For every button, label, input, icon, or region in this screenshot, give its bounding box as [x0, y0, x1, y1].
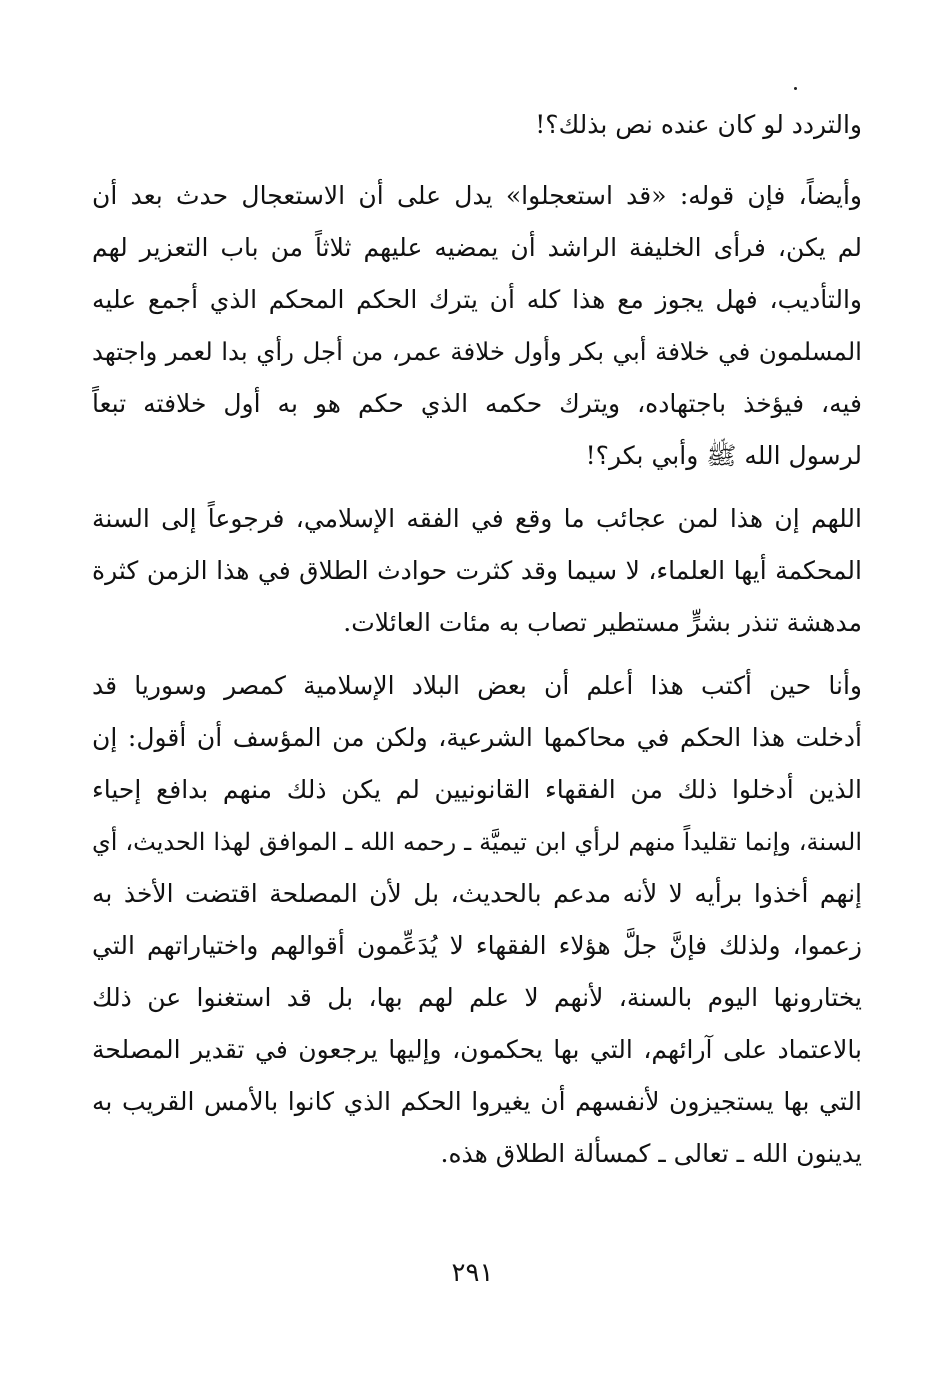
text-line: وأنا حين أكتب هذا أعلم أن بعض البلاد الإسلامية كمصر وسوريا قد: [92, 671, 862, 700]
text-line: لرسول الله ﷺ وأبي بكر؟!: [585, 441, 862, 470]
page-number: ٢٩١: [451, 1258, 494, 1288]
text-line: اللهم إن هذا لمن عجائب ما وقع في الفقه الإسلامي، فرجوعاً إلى السنة: [92, 504, 862, 533]
text-line: زعموا، ولذلك فإنَّ جلَّ هؤلاء الفقهاء لا يُدَعِّمون أقوالهم واختياراتهم التي: [92, 931, 862, 960]
text-line: التي بها يستجيزون لأنفسهم أن يغيروا الحكم الذي كانوا بالأمس القريب به: [92, 1087, 862, 1116]
text-line: أدخلت هذا الحكم في محاكمها الشرعية، ولكن من المؤسف أن أقول: إن: [92, 723, 862, 752]
text-line: والتردد لو كان عنده نص بذلك؟!: [535, 110, 862, 139]
text-line: السنة، وإنما تقليداً منهم لرأي ابن تيميَّة ـ رحمه الله ـ الموافق لهذا الحديث، أي: [92, 828, 862, 856]
text-line: الذين أدخلوا ذلك من الفقهاء القانونيين لم يكن ذلك منهم بدافع إحياء: [92, 775, 862, 804]
text-line: يختارونها اليوم بالسنة، لأنهم لا علم لهم بها، بل قد استغنوا عن ذلك: [92, 983, 862, 1012]
text-line: فيه، فيؤخذ باجتهاده، ويترك حكمه الذي حكم هو به أول خلافته تبعاً: [92, 389, 862, 418]
text-line: والتأديب، فهل يجوز مع هذا كله أن يترك الحكم المحكم الذي أجمع عليه: [92, 285, 862, 314]
text-line: المحكمة أيها العلماء، لا سيما وقد كثرت حوادث الطلاق في هذا الزمن كثرة: [92, 556, 862, 585]
text-line: إنهم أخذوا برأيه لا لأنه مدعم بالحديث، بل لأن المصلحة اقتضت الأخذ به: [92, 879, 862, 908]
text-line: لم يكن، فرأى الخليفة الراشد أن يمضيه عليهم ثلاثاً من باب التعزير لهم: [92, 233, 862, 262]
text-line: يدينون الله ـ تعالى ـ كمسألة الطلاق هذه.: [440, 1139, 862, 1168]
text-line: بالاعتماد على آرائهم، التي بها يحكمون، وإليها يرجعون في تقدير المصلحة: [92, 1035, 862, 1064]
ink-speck: [794, 87, 797, 90]
paragraph-3: [92, 660, 862, 1180]
paragraph-continuation: [92, 99, 862, 151]
paragraph-2: [92, 493, 862, 649]
paragraph-1: [92, 170, 862, 482]
text-line: وأيضاً، فإن قوله: «قد استعجلوا» يدل على أن الاستعجال حدث بعد أن: [92, 181, 862, 210]
text-line: المسلمون في خلافة أبي بكر وأول خلافة عمر، من أجل رأي بدا لعمر واجتهد: [92, 337, 862, 366]
text-line: مدهشة تنذر بشرٍّ مستطير تصاب به مئات العائلات.: [343, 608, 862, 637]
